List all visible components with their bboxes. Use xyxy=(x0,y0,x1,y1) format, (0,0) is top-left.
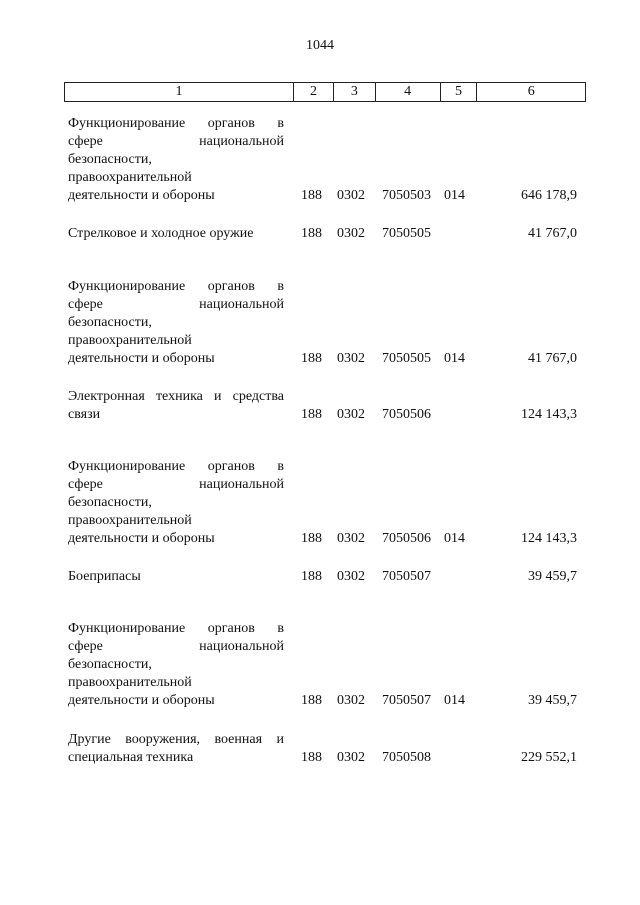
row-name-line: деятельности и обороны xyxy=(68,188,215,203)
row-name xyxy=(68,731,284,767)
cell-c2: 188 xyxy=(301,226,322,241)
row-name-line: безопасности, xyxy=(68,152,152,167)
row-name-line: сфере национальной xyxy=(68,477,284,492)
row-name xyxy=(68,388,284,424)
row-name xyxy=(68,225,284,243)
row-name xyxy=(68,568,284,586)
header-col-3: 3 xyxy=(333,83,375,101)
page-number: 1044 xyxy=(306,38,334,53)
row-name-line: специальная техника xyxy=(68,750,194,765)
cell-c5: 014 xyxy=(444,188,465,203)
cell-c2: 188 xyxy=(301,531,322,546)
cell-c2: 188 xyxy=(301,188,322,203)
row-name-line: Функционирование органов в xyxy=(68,621,284,636)
cell-c3: 0302 xyxy=(337,693,365,708)
row-name-line: Электронная техника и средства xyxy=(68,389,284,404)
cell-c4: 7050505 xyxy=(382,351,431,366)
cell-c6: 124 143,3 xyxy=(521,407,577,422)
cell-c3: 0302 xyxy=(337,188,365,203)
row-name-line: Функционирование органов в xyxy=(68,279,284,294)
cell-c6: 39 459,7 xyxy=(528,693,577,708)
cell-c3: 0302 xyxy=(337,750,365,765)
table-row xyxy=(0,620,640,710)
row-name-line: сфере национальной xyxy=(68,639,284,654)
cell-c6: 39 459,7 xyxy=(528,569,577,584)
row-name-line: сфере национальной xyxy=(68,134,284,149)
row-name xyxy=(68,115,284,205)
header-col-1: 1 xyxy=(175,84,183,99)
row-name-line: правоохранительной xyxy=(68,675,192,690)
row-name xyxy=(68,620,284,710)
cell-c3: 0302 xyxy=(337,351,365,366)
row-name-line: сфере национальной xyxy=(68,297,284,312)
cell-c4: 7050507 xyxy=(382,693,431,708)
cell-c2: 188 xyxy=(301,693,322,708)
table-row xyxy=(0,388,640,424)
row-name-line: безопасности, xyxy=(68,495,152,510)
row-name-line: деятельности и обороны xyxy=(68,693,215,708)
cell-c4: 7050506 xyxy=(382,531,431,546)
cell-c3: 0302 xyxy=(337,407,365,422)
header-col-6: 6 xyxy=(476,83,585,101)
row-name-line: деятельности и обороны xyxy=(68,531,215,546)
row-name-line: деятельности и обороны xyxy=(68,351,215,366)
cell-c2: 188 xyxy=(301,351,322,366)
cell-c4: 7050507 xyxy=(382,569,431,584)
row-name-line: Функционирование органов в xyxy=(68,459,284,474)
table-row xyxy=(0,278,640,368)
header-col-4: 4 xyxy=(375,83,440,101)
cell-c2: 188 xyxy=(301,750,322,765)
cell-c3: 0302 xyxy=(337,569,365,584)
row-name-line: правоохранительной xyxy=(68,333,192,348)
cell-c4: 7050508 xyxy=(382,750,431,765)
header-col-5: 5 xyxy=(440,83,477,101)
table-row xyxy=(0,568,640,586)
header-col-2: 2 xyxy=(293,83,333,101)
row-name-line: Стрелковое и холодное оружие xyxy=(68,226,254,241)
row-name-line: Другие вооружения, военная и xyxy=(68,732,284,747)
row-name-line: связи xyxy=(68,407,101,422)
cell-c5: 014 xyxy=(444,531,465,546)
table-row xyxy=(0,458,640,548)
cell-c3: 0302 xyxy=(337,531,365,546)
row-name-line: правоохранительной xyxy=(68,170,192,185)
row-name-line: безопасности, xyxy=(68,315,152,330)
cell-c6: 41 767,0 xyxy=(528,226,577,241)
table-row xyxy=(0,225,640,243)
cell-c4: 7050505 xyxy=(382,226,431,241)
row-name-line: Функционирование органов в xyxy=(68,116,284,131)
cell-c6: 646 178,9 xyxy=(521,188,577,203)
row-name-line: Боеприпасы xyxy=(68,569,141,584)
cell-c4: 7050506 xyxy=(382,407,431,422)
cell-c4: 7050503 xyxy=(382,188,431,203)
cell-c2: 188 xyxy=(301,569,322,584)
cell-c2: 188 xyxy=(301,407,322,422)
row-name-line: безопасности, xyxy=(68,657,152,672)
cell-c5: 014 xyxy=(444,693,465,708)
cell-c6: 124 143,3 xyxy=(521,531,577,546)
row-name xyxy=(68,458,284,548)
table-header xyxy=(64,82,586,102)
table-row xyxy=(0,115,640,205)
table-row xyxy=(0,731,640,767)
cell-c3: 0302 xyxy=(337,226,365,241)
cell-c5: 014 xyxy=(444,351,465,366)
row-name xyxy=(68,278,284,368)
cell-c6: 41 767,0 xyxy=(528,351,577,366)
cell-c6: 229 552,1 xyxy=(521,750,577,765)
row-name-line: правоохранительной xyxy=(68,513,192,528)
